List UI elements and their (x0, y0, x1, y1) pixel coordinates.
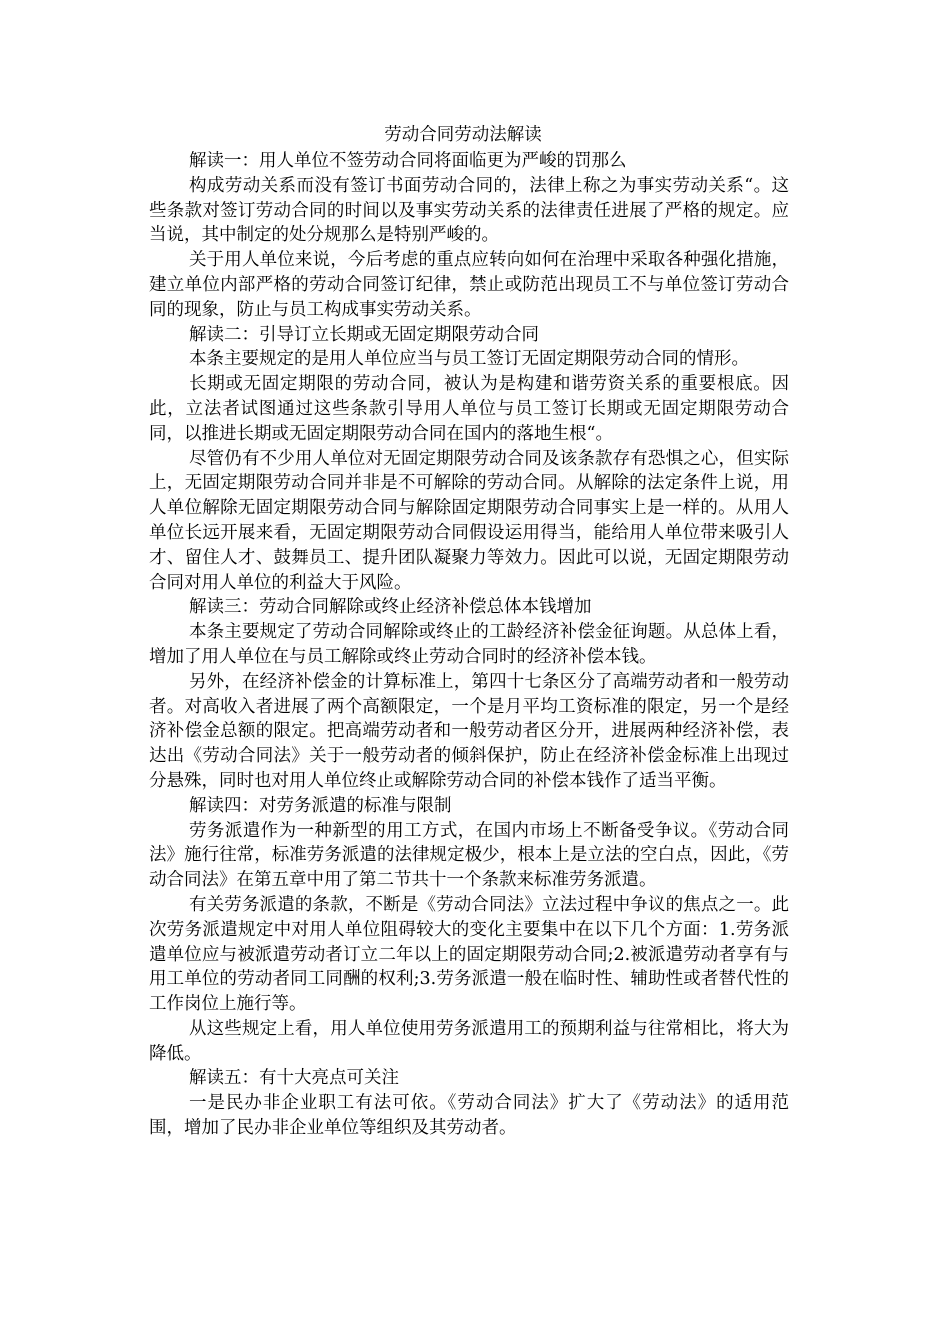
document-page (149, 122, 789, 1141)
paragraph: 从这些规定上看，用人单位使用劳务派遣用工的预期利益与往常相比，将大为降低。 (149, 1018, 789, 1064)
paragraph: 长期或无固定期限的劳动合同，被认为是构建和谐劳资关系的重要根底。因此，立法者试图通过这些条款引导用人单位与员工签订长期或无固定期限劳动合同，以推进长期或无固定期限劳动合同在国内的落地生根“。 (149, 374, 789, 444)
paragraph: 一是民办非企业职工有法可依。《劳动合同法》扩大了《劳动法》的适用范围，增加了民办非企业单位等组织及其劳动者。 (149, 1093, 789, 1139)
section-heading-3: 解读三：劳动合同解除或终止经济补偿总体本钱增加 (189, 597, 592, 618)
paragraph: 本条主要规定了劳动合同解除或终止的工龄经济补偿金征询题。从总体上看，增加了用人单位在与员工解除或终止劳动合同时的经济补偿本钱。 (149, 622, 789, 667)
document-title: 劳动合同劳动法解读 (384, 125, 542, 145)
paragraph: 另外，在经济补偿金的计算标准上，第四十七条区分了高端劳动者和一般劳动者。对高收入者进展了两个高额限定，一个是月平均工资标准的限定，另一个是经济补偿金总额的限定。把高端劳动者和一般劳动者区分开，进展两种经济补偿，表达出《劳动合同法》关于一般劳动者的倾斜保护，防止在经济补偿金标准上出现过分悬殊，同时也对用人单位终止或解除劳动合同的补偿本钱作了适当平衡。 (149, 671, 789, 791)
paragraph: 劳务派遣作为一种新型的用工方式，在国内市场上不断备受争议。《劳动合同法》施行往常，标准劳务派遣的法律规定极少，根本上是立法的空白点，因此，《劳动合同法》在第五章中用了第二节共十一个条款来标准劳务派遣。 (149, 820, 789, 891)
paragraph: 有关劳务派遣的条款，不断是《劳动合同法》立法过程中争议的焦点之一。此次劳务派遣规定中对用人单位阻碍较大的变化主要集中在以下几个方面：1.劳务派遣单位应与被派遣劳动者订立二年以上的固定期限劳动合同;2.被派遣劳动者享有与用工单位的劳动者同工同酬的权利;3.劳务派遣一般在临时性、辅助性或者替代性的工作岗位上施行等。 (149, 894, 789, 1015)
paragraph: 关于用人单位来说，今后考虑的重点应转向如何在治理中采取各种强化措施，建立单位内部严格的劳动合同签订纪律，禁止或防范出现员工不与单位签订劳动合同的现象，防止与员工构成事实劳动关系。 (149, 250, 789, 320)
section-heading-4: 解读四：对劳务派遣的标准与限制 (189, 795, 452, 816)
section-heading-2: 解读二：引导订立长期或无固定期限劳动合同 (189, 324, 539, 345)
section-heading-5: 解读五：有十大亮点可关注 (189, 1068, 399, 1089)
paragraph: 构成劳动关系而没有签订书面劳动合同的，法律上称之为事实劳动关系“。这些条款对签订劳动合同的时间以及事实劳动关系的法律责任进展了严格的规定。应当说，其中制定的处分规那么是特别严峻的。 (149, 175, 789, 246)
paragraph: 尽管仍有不少用人单位对无固定期限劳动合同及该条款存有恐惧之心，但实际上，无固定期限劳动合同并非是不可解除的劳动合同。从解除的法定条件上说，用人单位解除无固定期限劳动合同与解除固定期限劳动合同事实上是一样的。从用人单位长远开展来看，无固定期限劳动合同假设运用得当，能给用人单位带来吸引人才、留住人才、鼓舞员工、提升团队凝聚力等效力。因此可以说，无固定期限劳动合同对用人单位的利益大于风险。 (149, 448, 789, 593)
section-heading-1: 解读一：用人单位不签劳动合同将面临更为严峻的罚那么 (189, 151, 627, 171)
paragraph: 本条主要规定的是用人单位应当与员工签订无固定期限劳动合同的情形。 (189, 349, 749, 370)
